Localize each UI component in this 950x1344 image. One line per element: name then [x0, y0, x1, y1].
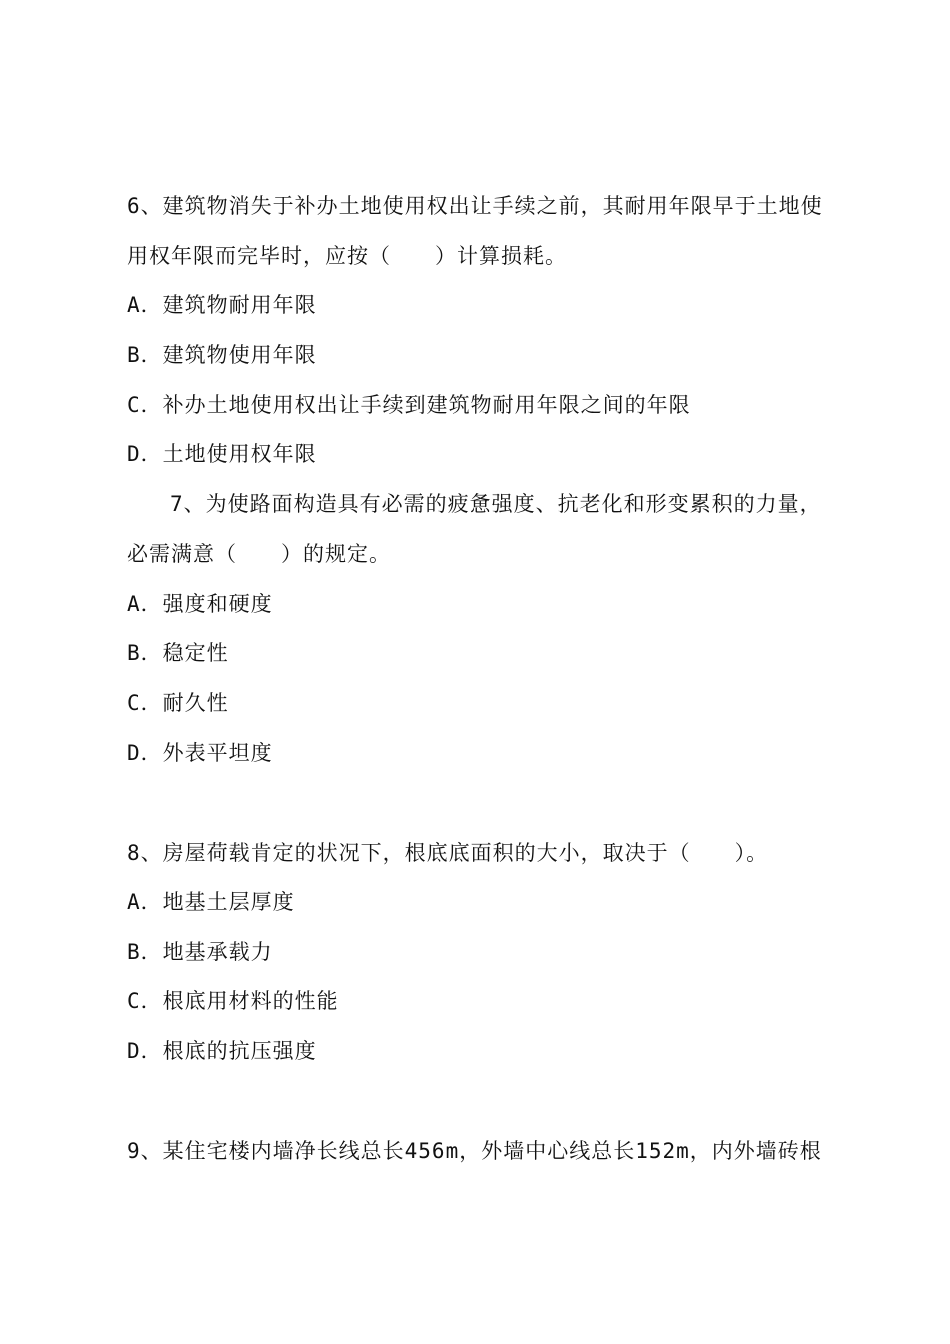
- question-6-option-d: D．土地使用权年限: [127, 442, 317, 466]
- question-6-option-c: C．补办土地使用权出让手续到建筑物耐用年限之间的年限: [127, 393, 691, 417]
- question-6-option-a: A．建筑物耐用年限: [127, 293, 317, 317]
- question-9-stem-line-1: 9、某住宅楼内墙净长线总长456m，外墙中心线总长152m，内外墙砖根: [127, 1139, 822, 1163]
- question-6-stem-line-1: 6、建筑物消失于补办土地使用权出让手续之前，其耐用年限早于土地使: [127, 194, 823, 218]
- question-8-option-a: A．地基土层厚度: [127, 890, 295, 914]
- question-7-stem-line-2: 必需满意（ ）的规定。: [127, 542, 391, 566]
- question-6-option-b: B．建筑物使用年限: [127, 343, 317, 367]
- question-7-option-c: C．耐久性: [127, 691, 229, 715]
- question-7-option-a: A．强度和硬度: [127, 592, 273, 616]
- question-8-stem-line-1: 8、房屋荷载肯定的状况下，根底底面积的大小，取决于（ ）。: [127, 841, 769, 865]
- question-7-stem-line-1: 7、为使路面构造具有必需的疲惫强度、抗老化和形变累积的力量，: [170, 492, 822, 516]
- question-8-option-c: C．根底用材料的性能: [127, 989, 339, 1013]
- question-7-option-d: D．外表平坦度: [127, 741, 273, 765]
- question-8-option-b: B．地基承载力: [127, 940, 273, 964]
- question-8-option-d: D．根底的抗压强度: [127, 1039, 317, 1063]
- question-7-option-b: B．稳定性: [127, 641, 229, 665]
- question-6-stem-line-2: 用权年限而完毕时，应按（ ）计算损耗。: [127, 244, 567, 268]
